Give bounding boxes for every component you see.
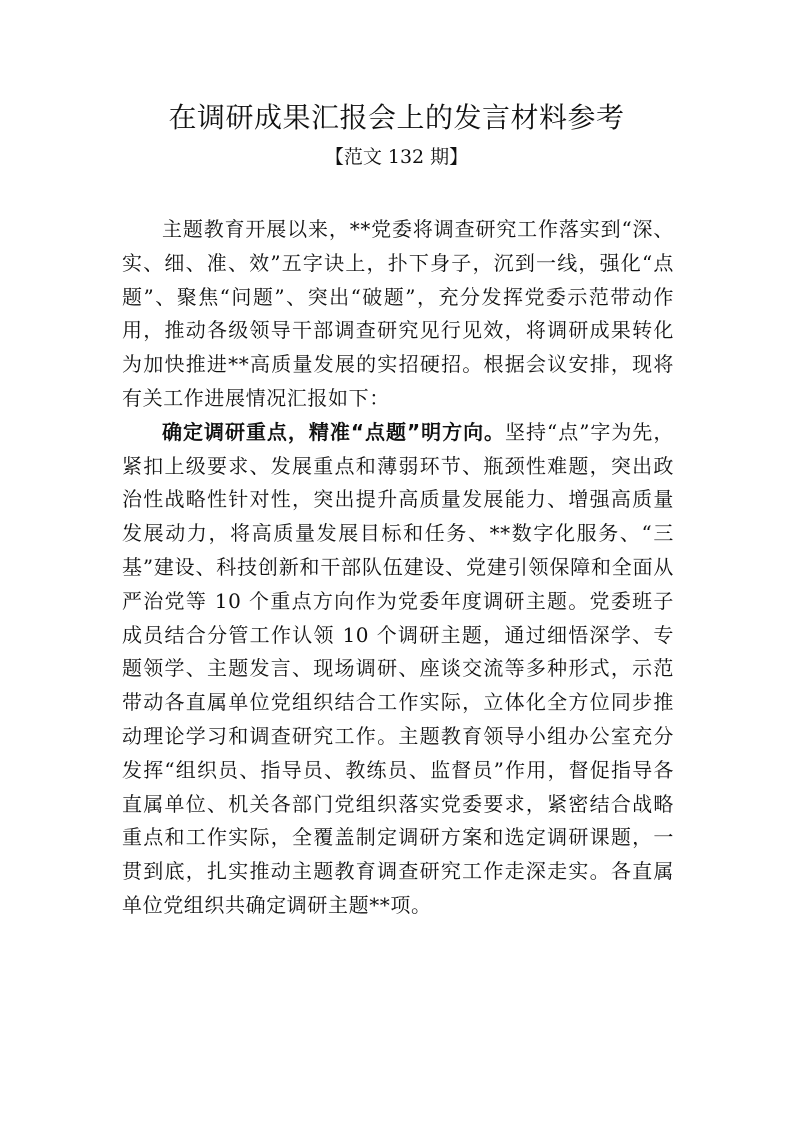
paragraph-research-focus-heading: 确定调研重点，精准“点题”明方向。 xyxy=(162,419,506,444)
paragraph-research-focus-text: 坚持“点”字为先，紧扣上级要求、发展重点和薄弱环节、瓶颈性难题，突出政治性战略性针对性，突出提升高质量发展能力、增强高质量发展动力，将高质量发展目标和任务、**数字化服务、“三基”建设、科技创新和干部队伍建设、党建引领保障和全面从严治党等 10 个重点方向作为党委年度调研主题。党委班子成员结合分管工作认领 10 个调研主题，通过细悟深学、专题领学、主题发言、现场调研、座谈交流等多种形式，示范带动各直属单位党组织结合工作实际，立体化全方位同步推动理论学习和调查研究工作。主题教育领导小组办公室充分发挥“组织员、指导员、教练员、监督员”作用，督促指导各直属单位、机关各部门党组织落实党委要求，紧密结合战略重点和工作实际，全覆盖制定调研方案和选定调研课题，一贯到底，扎实推动主题教育调查研究工作走深走实。各直属单位党组织共确定调研主题**项。 xyxy=(122,419,674,917)
paragraph-research-focus xyxy=(122,416,674,923)
document-title: 在调研成果汇报会上的发言材料参考 xyxy=(168,101,625,134)
paragraph-intro xyxy=(122,213,674,416)
document-subtitle: 【范文 132 期】 xyxy=(324,146,469,168)
paragraph-intro-text: 主题教育开展以来，**党委将调查研究工作落实到“深、实、细、准、效”五字诀上，扑下身子，沉到一线，强化“点题”、聚焦“问题”、突出“破题”，充分发挥党委示范带动作用，推动各级领导干部调查研究见行见效，将调研成果转化为加快推进**高质量发展的实招硬招。根据会议安排，现将有关工作进展情况汇报如下： xyxy=(122,217,674,410)
document-body xyxy=(122,213,674,923)
